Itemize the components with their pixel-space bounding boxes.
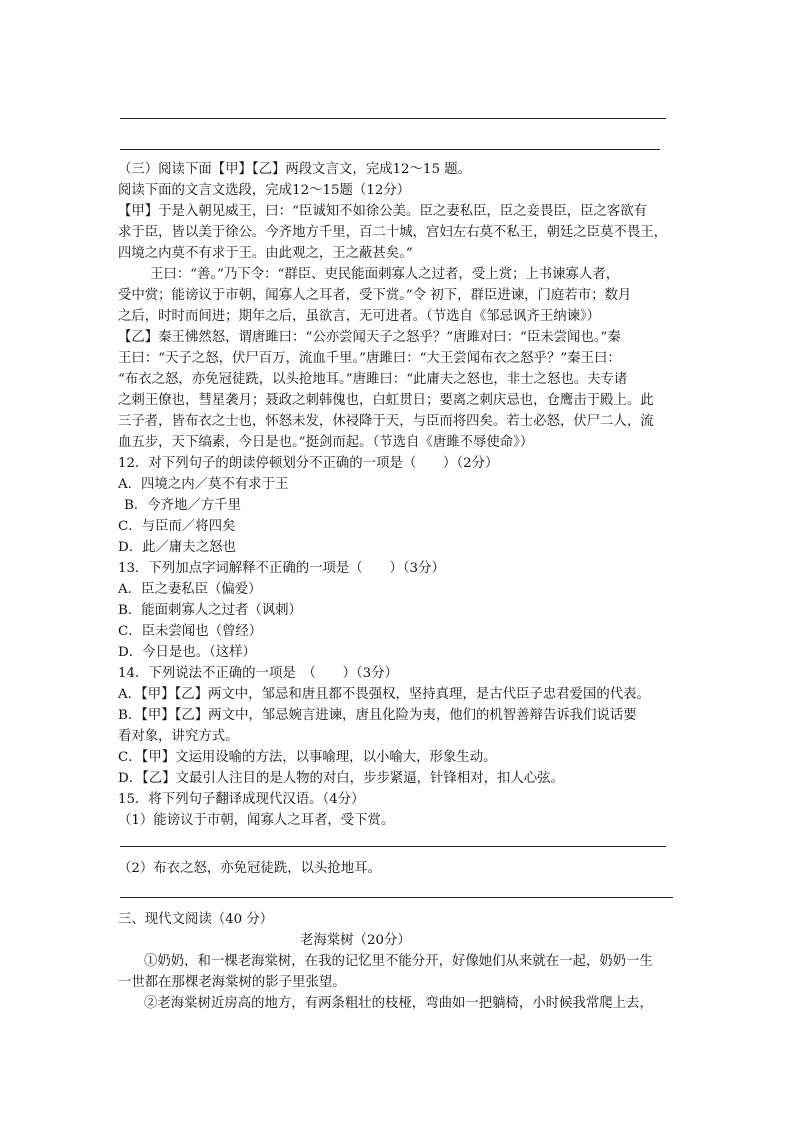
passage-line: 王曰：“天子之怒，伏尸百万，流血千里。”唐雎曰：“大王尝闻布衣之怒乎？”秦王曰： [118, 351, 621, 366]
question-option: A．四境之内／莫不有求于王 [118, 477, 289, 492]
question-option: C．【甲】文运用设喻的方法，以事喻理，以小喻大，形象生动。 [118, 750, 497, 765]
question-option: D．【乙】文最引人注目的是人物的对白，步步紧逼，针锋相对，扣人心弦。 [118, 771, 564, 786]
question-14-stem: 14．下列说法不正确的一项是 （ ）（3分） [118, 666, 398, 681]
question-option: 看对象，讲究方式。 [118, 729, 239, 744]
passage-line: 受中赏；能谤议于市朝，闻寡人之耳者，受下赏。”令 初下，群臣进谏，门庭若市；数月 [118, 288, 632, 303]
answer-line [120, 846, 666, 847]
question-option: B．今齐地／方千里 [124, 498, 241, 513]
question-option: C．臣未尝闻也（曾经） [118, 624, 263, 639]
article-title: 老海棠树（20分） [300, 933, 411, 948]
passage-line: 三子者，皆布衣之士也，怀怒未发，休祲降于天，与臣而将四矣。若士必怒，伏尸二人，流 [118, 414, 654, 429]
question-13-stem: 13．下列加点字词解释不正确的一项是（ ）（3分） [118, 561, 445, 576]
answer-line [120, 897, 673, 898]
question-15-stem: 15．将下列句子翻译成现代汉语。（4分） [118, 792, 365, 807]
instruction: 阅读下面的文言文选段，完成12～15题（12分） [118, 183, 411, 198]
question-12-stem: 12．对下列句子的朗读停顿划分不正确的一项是（ ）（2分） [118, 456, 499, 471]
article-paragraph: ①奶奶，和一棵老海棠树，在我的记忆里不能分开，好像她们从来就在一起，奶奶一生 [144, 954, 653, 969]
article-paragraph: ②老海棠树近房高的地方，有两条粗壮的枝桠，弯曲如一把躺椅，小时候我常爬上去， [144, 996, 653, 1011]
question-option: D．今日是也。（这样） [118, 645, 256, 660]
passage-line: 王曰：“善。”乃下令：“群臣、吏民能面刺寡人之过者，受上赏；上书谏寡人者， [150, 267, 620, 282]
section-header: （三）阅读下面【甲】【乙】两段文言文，完成12～15 题。 [118, 162, 472, 177]
answer-line [120, 149, 660, 150]
question-option: A．【甲】【乙】两文中，邹忌和唐且都不畏强权，坚持真理，是古代臣子忠君爱国的代表。 [118, 687, 650, 702]
article-paragraph: 一世都在那棵老海棠树的影子里张望。 [118, 975, 346, 990]
passage-line: 之刺王僚也，彗星袭月；聂政之刺韩傀也，白虹贯日；要离之刺庆忌也，仓鹰击于殿上。此 [118, 393, 654, 408]
translation-item: （1）能谤议于市朝，闻寡人之耳者，受下赏。 [118, 813, 395, 828]
question-option: B．【甲】【乙】两文中，邹忌婉言进谏，唐且化险为夷，他们的机智善辩告诉我们说话要 [118, 708, 637, 723]
answer-line [120, 118, 666, 119]
passage-line: 【甲】于是入朝见威王，曰：“臣诚知不如徐公美。臣之妻私臣，臣之妾畏臣，臣之客欲有 [118, 204, 648, 219]
question-option: B．能面刺寡人之过者（讽刺） [118, 603, 302, 618]
passage-line: 四境之内莫不有求于王。由此观之，王之蔽甚矣。” [118, 246, 413, 261]
question-option: A．臣之妻私臣（偏爱） [118, 582, 262, 597]
passage-line: “布衣之怒，亦免冠徒跣，以头抢地耳。”唐雎曰：“此庸夫之怒也，非士之怒也。夫专诸 [118, 372, 628, 387]
passage-line: 血五步，天下缟素，今日是也。”挺剑而起。（节选自《唐雎不辱使命》） [118, 435, 534, 450]
passage-line: 【乙】秦王怫然怒，谓唐雎曰：“公亦尝闻天子之怒乎？”唐雎对曰：“臣未尝闻也。”秦 [118, 330, 621, 345]
passage-line: 求于臣，皆以美于徐公。今齐地方千里，百二十城，宫妇左右莫不私王，朝廷之臣莫不畏王， [118, 225, 668, 240]
passage-line: 之后，时时而间进；期年之后，虽欲言，无可进者。（节选自《邹忌讽齐王纳谏》） [118, 309, 601, 324]
translation-item: （2）布衣之怒，亦免冠徒跣，以头抢地耳。 [118, 861, 381, 876]
question-option: D．此／庸夫之怒也 [118, 540, 236, 555]
question-option: C．与臣而／将四矣 [118, 519, 236, 534]
section-header: 三、现代文阅读（40 分） [118, 912, 274, 927]
